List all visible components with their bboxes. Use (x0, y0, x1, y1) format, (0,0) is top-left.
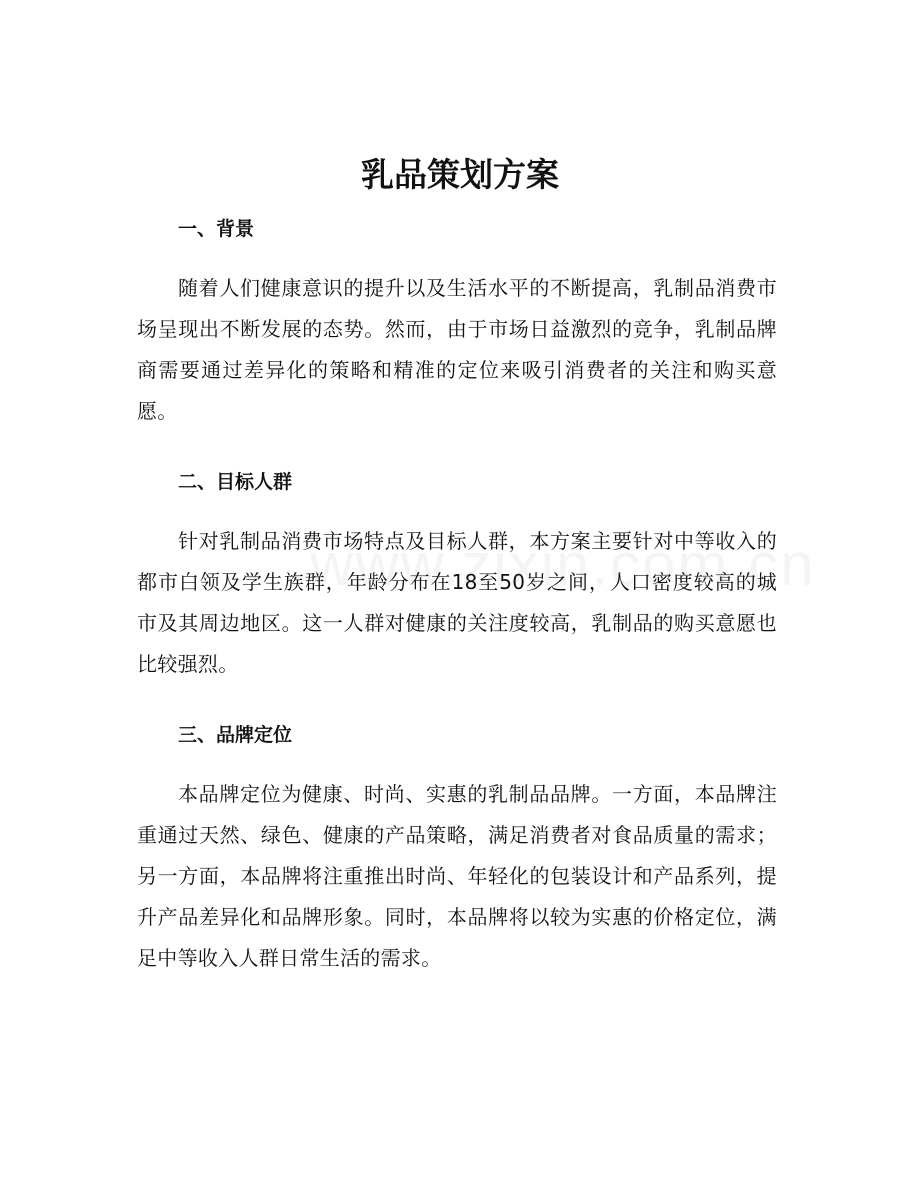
section-paragraph: 随着人们健康意识的提升以及生活水平的不断提高，乳制品消费市场呈现出不断发展的态势。然而，由于市场日益激烈的竞争，乳制品牌商需要通过差异化的策略和精准的定位来吸引消费者的关注和购买意愿。 (137, 276, 777, 423)
section-heading: 二、目标人群 (178, 471, 293, 493)
document-body (137, 206, 777, 979)
section-paragraph: 针对乳制品消费市场特点及目标人群，本方案主要针对中等收入的都市白领及学生族群，年龄分布在18至50岁之间，人口密度较高的城市及其周边地区。这一人群对健康的关注度较高，乳制品的购买意愿也比较强烈。 (137, 529, 777, 676)
section-heading: 一、背景 (178, 218, 255, 240)
section-brand-positioning (137, 712, 777, 979)
section-target-audience (137, 459, 777, 685)
section-paragraph: 本品牌定位为健康、时尚、实惠的乳制品品牌。一方面，本品牌注重通过天然、绿色、健康的产品策略，满足消费者对食品质量的需求；另一方面，本品牌将注重推出时尚、年轻化的包装设计和产品系列，提升产品差异化和品牌形象。同时，本品牌将以较为实惠的价格定位，满足中等收入人群日常生活的需求。 (137, 782, 777, 970)
document-title: 乳品策划方案 (361, 155, 559, 194)
section-background (137, 206, 777, 432)
section-heading: 三、品牌定位 (178, 724, 293, 746)
